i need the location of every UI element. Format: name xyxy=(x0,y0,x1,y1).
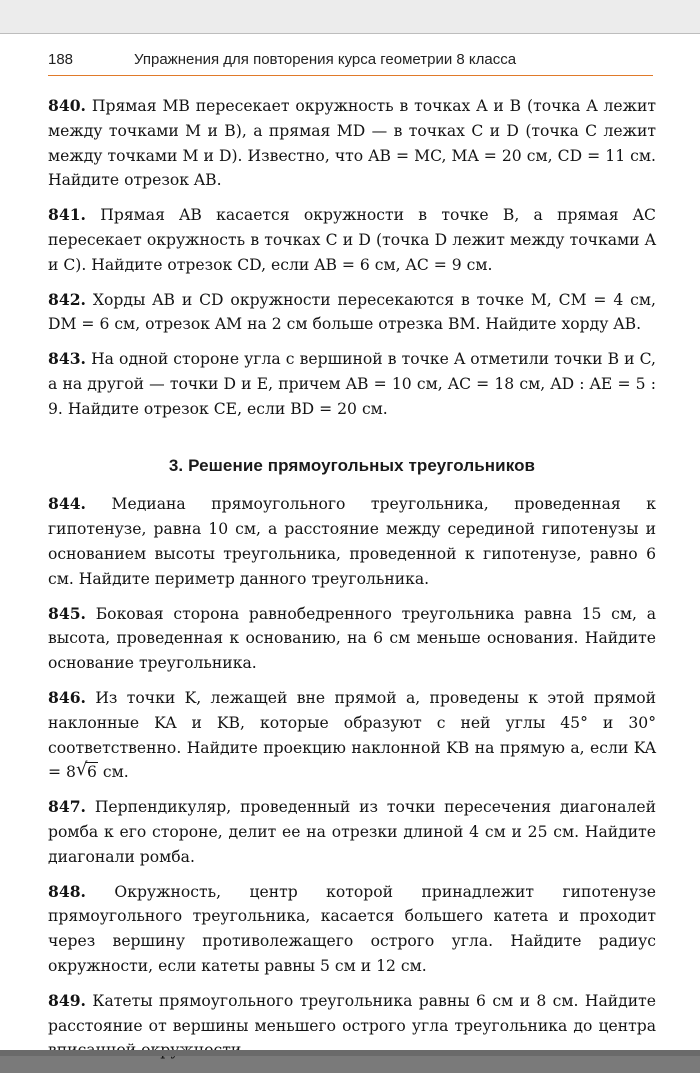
problem-number: 841. xyxy=(48,205,86,225)
problem-text: Прямая AB касается окружности в точке B, а прямая AC пересекает окружность в точках C и D (точка D лежит между точками A и C). Найдите отрезок CD, если AB = 6 см, AC = 9 см. xyxy=(48,206,656,274)
problem-845 xyxy=(48,602,656,676)
problem-843 xyxy=(48,347,656,421)
problem-number: 849. xyxy=(48,990,86,1010)
problem-number: 846. xyxy=(48,687,86,707)
viewer-bottom-bar xyxy=(0,1050,700,1056)
problem-844 xyxy=(48,492,656,591)
header-divider xyxy=(48,75,653,76)
problem-number: 843. xyxy=(48,349,86,369)
problem-number: 848. xyxy=(48,881,86,901)
problem-848 xyxy=(48,880,656,979)
problem-text: Перпендикуляр, проведенный из точки пересечения диагоналей ромба к его стороне, делит ее на отрезки длиной 4 см и 25 см. Найдите диагонали ромба. xyxy=(48,798,656,866)
problem-text-end: см. xyxy=(102,763,129,782)
sqrt-sign: √ xyxy=(75,759,88,781)
problem-text: На одной стороне угла с вершиной в точке A отметили точки B и C, а на другой — точки D и E, причем AB = 10 см, AC = 18 см, AD : AE = 5 : 9. Найдите отрезок CE, если BD = 20 см. xyxy=(48,350,656,418)
problem-text: Боковая сторона равнобедренного треугольника равна 15 см, а высота, проведенная к основанию, на 6 см меньше основания. Найдите основание треугольника. xyxy=(48,604,656,673)
problem-number: 842. xyxy=(48,289,86,309)
problem-text: Окружность, центр которой принадлежит гипотенузе прямоугольного треугольника, касается большего катета и проходит через вершину противолежащего острого угла. Найдите радиус окружности, если катеты равны 5 см и 12 см. xyxy=(48,882,656,975)
problem-847 xyxy=(48,795,656,869)
problem-number: 840. xyxy=(48,96,86,115)
problem-840 xyxy=(48,94,656,193)
problem-846 xyxy=(48,686,656,785)
sqrt-radicand: 6 xyxy=(86,763,97,782)
running-header xyxy=(48,51,653,75)
page-content xyxy=(48,94,656,1073)
section-heading: 3. Решение прямоугольных треугольников xyxy=(168,455,536,475)
problem-number: 847. xyxy=(48,797,86,817)
problem-text: Прямая MB пересекает окружность в точках A и B (точка A лежит между точками M и B), а прямая MD — в точках C и D (точка C лежит между точками M и D). Известно, что AB = MC, MA = 20 см, CD = 11 см. Найдите отрезок AB. xyxy=(48,97,656,190)
problem-text: Катеты прямоугольного треугольника равны 6 см и 8 см. Найдите расстояние от вершины меньшего острого угла треугольника до центра xyxy=(48,991,656,1035)
square-root xyxy=(76,760,98,785)
problem-text: Хорды AB и CD окружности пересекаются в точке M, CM = 4 см, DM = 6 см, отрезок AM на 2 см больше отрезка BM. Найдите хорду AB. xyxy=(48,290,656,334)
problem-842 xyxy=(48,288,656,338)
problem-number: 844. xyxy=(48,494,86,514)
problem-841 xyxy=(48,203,656,277)
viewer-top-bar xyxy=(0,0,700,34)
problem-text: Медиана прямоугольного треугольника, проведенная к гипотенузе, равна 10 см, а расстояние между серединой гипотенузы и основанием высоты треугольника, проведенной к гипотенузе, равно 6 см. Найдите периметр данного треугольника. xyxy=(48,495,656,588)
book-page xyxy=(0,34,700,1050)
problem-text: Из точки K, лежащей вне прямой a, проведены к этой прямой наклонные KA и KB, которые образуют с ней углы 45° и 30° соответственно. Найдите проекцию наклонной KB на прямую a, если KA = 8 xyxy=(48,688,656,782)
problem-number: 845. xyxy=(48,603,86,623)
header-title: Упражнения для повторения курса геометрии 8 класса xyxy=(134,51,517,68)
page-number: 188 xyxy=(48,51,74,68)
